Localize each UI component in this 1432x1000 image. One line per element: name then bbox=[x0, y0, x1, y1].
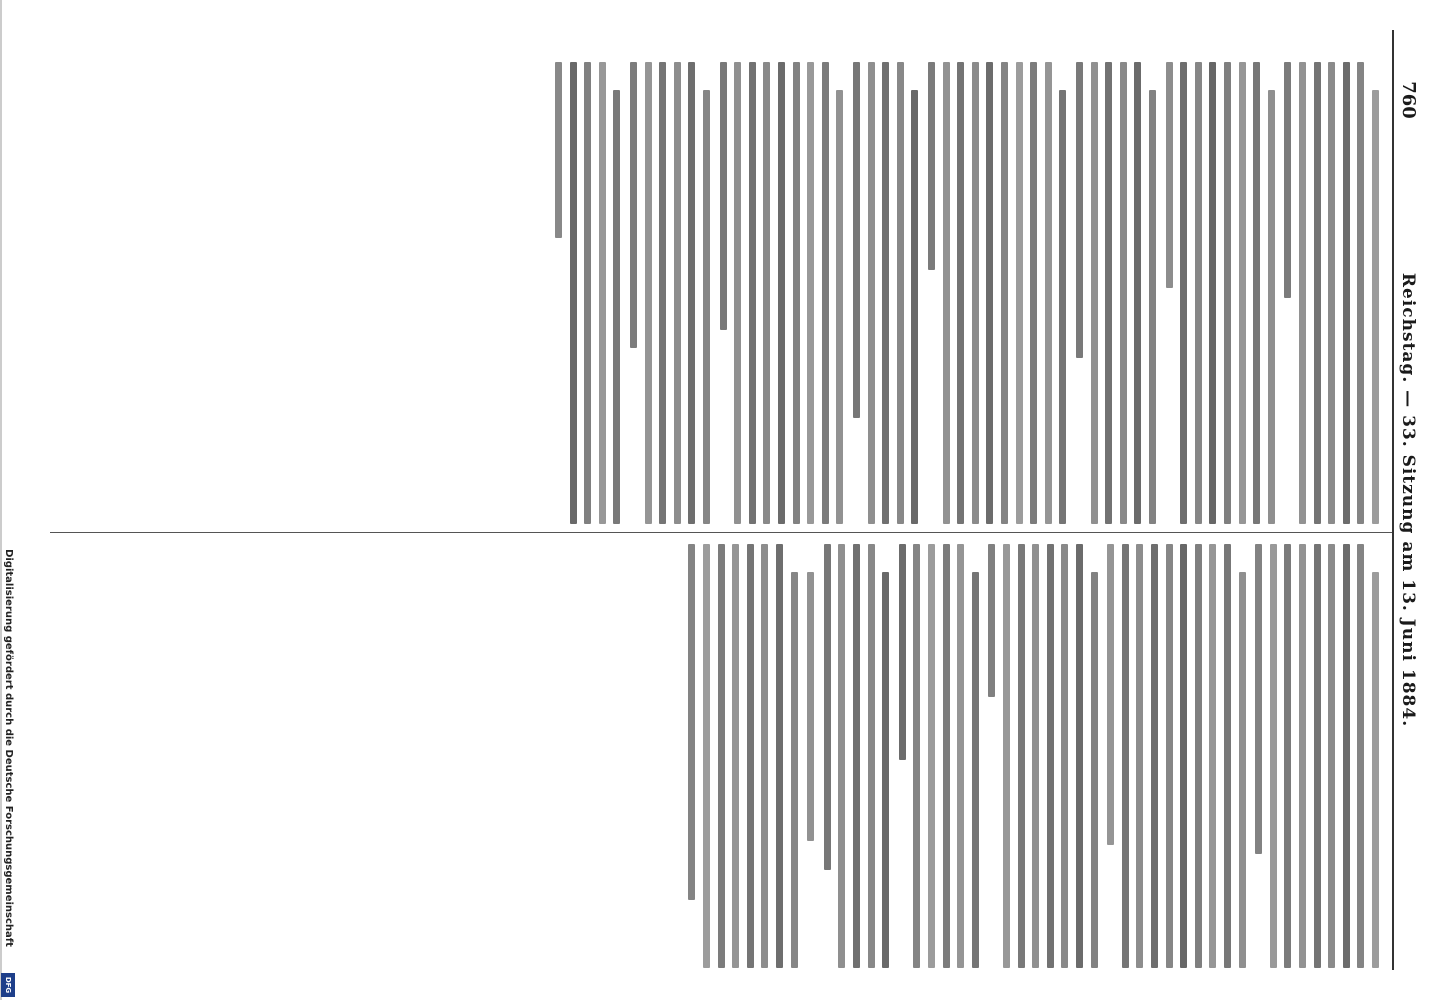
text-line bbox=[688, 62, 695, 524]
text-line bbox=[747, 544, 754, 968]
text-line bbox=[824, 544, 831, 870]
text-line bbox=[972, 572, 979, 968]
text-line bbox=[1076, 544, 1083, 968]
text-line bbox=[1253, 62, 1260, 524]
text-line bbox=[1091, 572, 1098, 968]
text-line bbox=[734, 62, 741, 524]
text-line bbox=[1166, 62, 1173, 288]
text-line bbox=[645, 62, 652, 524]
text-line bbox=[882, 572, 889, 968]
text-line bbox=[659, 62, 666, 524]
text-line bbox=[1018, 544, 1025, 968]
text-line bbox=[776, 544, 783, 968]
text-line bbox=[1136, 544, 1143, 968]
text-line bbox=[986, 62, 993, 524]
text-line bbox=[1314, 62, 1321, 524]
text-line bbox=[630, 62, 637, 348]
text-line bbox=[1239, 62, 1246, 524]
text-line bbox=[1180, 62, 1187, 524]
text-line bbox=[555, 62, 562, 238]
text-line bbox=[703, 544, 710, 968]
dfg-logo: DFG bbox=[1, 973, 15, 997]
text-line bbox=[720, 62, 727, 330]
text-line bbox=[928, 544, 935, 968]
text-line bbox=[570, 62, 577, 524]
text-line bbox=[838, 544, 845, 968]
text-line bbox=[732, 544, 739, 968]
text-line bbox=[1357, 62, 1364, 524]
text-line bbox=[943, 544, 950, 968]
text-line bbox=[943, 62, 950, 524]
text-line bbox=[1076, 62, 1083, 358]
digitization-credit: Digitalisierung gefördert durch die Deutsche Forschungsgemeinschaft bbox=[3, 549, 14, 947]
text-line bbox=[749, 62, 756, 524]
text-line bbox=[1149, 90, 1156, 524]
text-line bbox=[1224, 62, 1231, 524]
text-line bbox=[1061, 544, 1068, 968]
text-line bbox=[718, 544, 725, 968]
text-line bbox=[1032, 544, 1039, 968]
text-line bbox=[853, 62, 860, 418]
text-line bbox=[911, 90, 918, 524]
text-line bbox=[899, 544, 906, 760]
text-line bbox=[1299, 544, 1306, 968]
running-header: Reichstag. — 33. Sitzung am 13. Juni 1884. bbox=[1398, 272, 1418, 728]
text-line bbox=[1224, 544, 1231, 968]
text-line bbox=[868, 62, 875, 524]
text-line bbox=[1299, 62, 1306, 524]
text-line bbox=[807, 572, 814, 841]
text-line bbox=[1209, 62, 1216, 524]
text-line bbox=[1180, 544, 1187, 968]
text-line bbox=[599, 62, 606, 524]
text-line bbox=[674, 62, 681, 524]
text-line bbox=[1255, 544, 1262, 854]
text-line bbox=[1059, 90, 1066, 524]
text-line bbox=[584, 62, 591, 524]
text-line bbox=[763, 62, 770, 524]
text-line bbox=[1284, 544, 1291, 968]
text-line bbox=[1372, 572, 1379, 968]
text-line bbox=[1209, 544, 1216, 968]
text-line bbox=[957, 62, 964, 524]
text-line bbox=[1239, 572, 1246, 968]
text-line bbox=[1328, 544, 1335, 968]
text-line bbox=[1166, 544, 1173, 968]
text-line bbox=[1343, 544, 1350, 968]
text-line bbox=[928, 62, 935, 270]
text-line bbox=[703, 90, 710, 524]
text-line bbox=[1045, 62, 1052, 524]
text-line bbox=[1120, 62, 1127, 524]
text-line bbox=[791, 572, 798, 968]
column-divider bbox=[50, 532, 1392, 533]
text-line bbox=[1195, 544, 1202, 968]
text-line bbox=[1107, 544, 1114, 845]
text-line bbox=[1003, 544, 1010, 968]
text-line bbox=[988, 544, 995, 697]
text-line bbox=[1195, 62, 1202, 524]
text-line bbox=[972, 62, 979, 524]
text-line bbox=[868, 544, 875, 968]
text-line bbox=[807, 62, 814, 524]
header-rule bbox=[1392, 30, 1394, 970]
text-line bbox=[688, 544, 695, 900]
text-line bbox=[882, 62, 889, 524]
text-line bbox=[1328, 62, 1335, 524]
text-line bbox=[1314, 544, 1321, 968]
text-line bbox=[913, 544, 920, 968]
text-line bbox=[1001, 62, 1008, 524]
text-line bbox=[613, 90, 620, 524]
left-text-column bbox=[100, 62, 1382, 524]
text-line bbox=[1284, 62, 1291, 298]
text-line bbox=[1122, 544, 1129, 968]
text-line bbox=[1372, 90, 1379, 524]
text-line bbox=[1016, 62, 1023, 524]
text-line bbox=[793, 62, 800, 524]
text-line bbox=[1357, 544, 1364, 968]
text-line bbox=[1343, 62, 1350, 524]
text-line bbox=[853, 544, 860, 968]
text-line bbox=[836, 90, 843, 524]
text-line bbox=[1105, 62, 1112, 524]
text-line bbox=[1091, 62, 1098, 524]
text-line bbox=[778, 62, 785, 524]
text-line bbox=[1270, 544, 1277, 968]
text-line bbox=[761, 544, 768, 968]
text-line bbox=[897, 62, 904, 524]
text-line bbox=[957, 544, 964, 968]
right-text-column bbox=[100, 544, 1382, 968]
text-line bbox=[1030, 62, 1037, 524]
text-line bbox=[1047, 544, 1054, 968]
text-line bbox=[1151, 544, 1158, 968]
text-line bbox=[1268, 90, 1275, 524]
text-line bbox=[822, 62, 829, 524]
text-line bbox=[1134, 62, 1141, 524]
page-number: 760 bbox=[1398, 81, 1419, 119]
